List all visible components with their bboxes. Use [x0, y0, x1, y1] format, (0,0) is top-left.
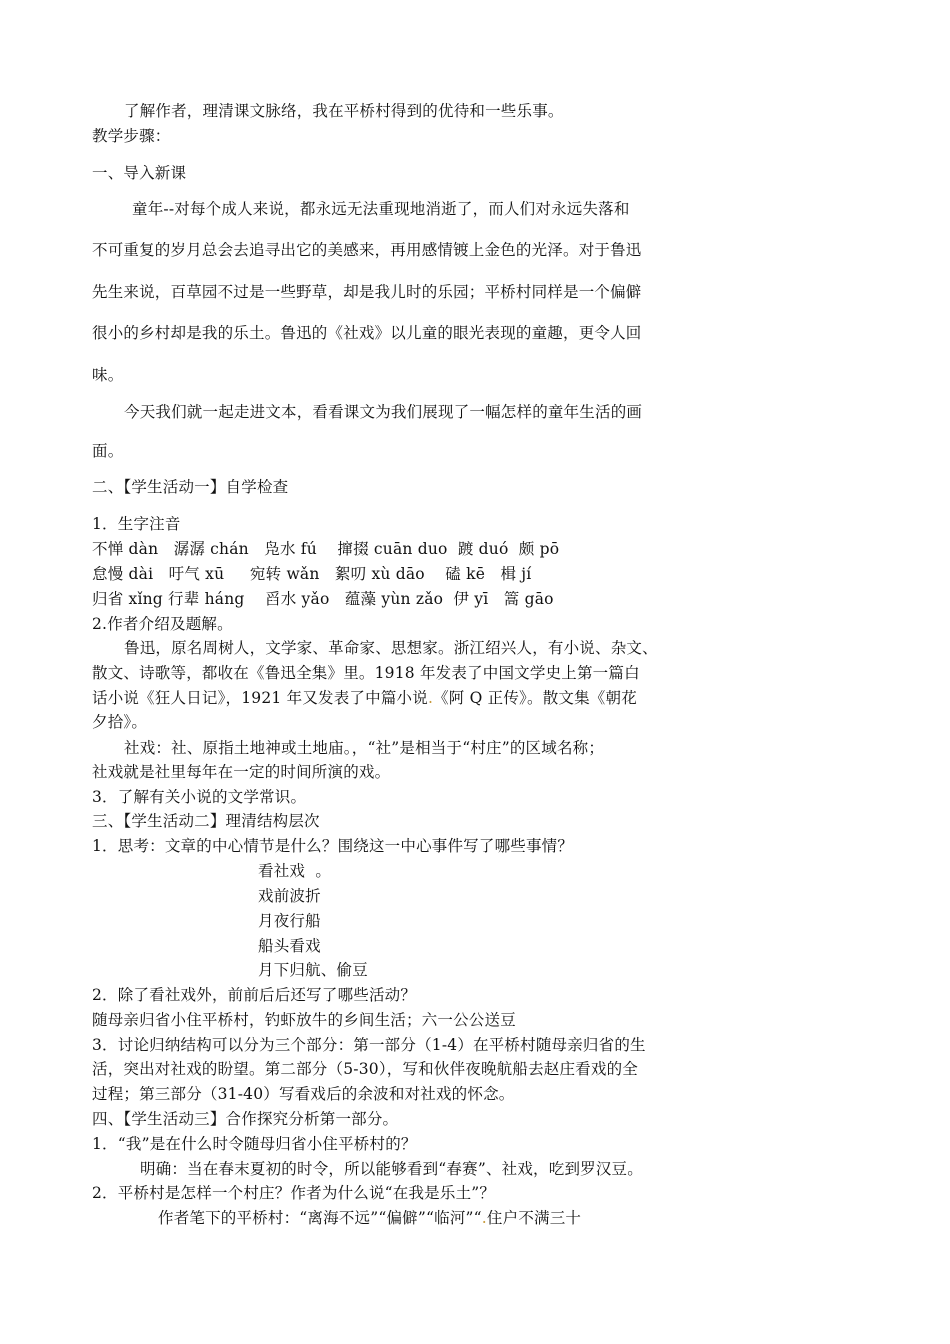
question-line: 1．“我”是在什么时令随母归省小住平桥村的？: [92, 1135, 417, 1153]
answer-line: 随母亲归省小住平桥村，钓虾放牛的乡间生活；六一公公送豆: [92, 1011, 516, 1029]
paragraph-line: 3．讨论归纳结构可以分为三个部分：第一部分（1-4）在平桥村随母亲归省的生: [92, 1036, 646, 1054]
section-heading-2: 二、【学生活动一】自学检查: [92, 478, 289, 496]
paragraph-line: 社戏：社、原指土地神或土地庙。，“社”是相当于“村庄”的区域名称；: [124, 739, 605, 757]
marker-dot: .: [427, 689, 434, 707]
question-line: 2．平桥村是怎样一个村庄？作者为什么说“在我是乐土”？: [92, 1184, 496, 1202]
paragraph-line: 不可重复的岁月总会去追寻出它的美感来，再用感情镀上金色的光泽。对于鲁迅: [92, 241, 642, 259]
text-span: 话小说《狂人日记》，1921 年又发表了中篇小说: [92, 689, 428, 707]
paragraph-line: 今天我们就一起走进文本，看看课文为我们展现了一幅怎样的童年生活的画: [124, 403, 643, 421]
text-span: 作者笔下的平桥村：“离海不远”“偏僻”“临河”“: [158, 1209, 482, 1227]
subheading-pronunciation: 1．生字注音: [92, 515, 181, 533]
section-heading-3: 三、【学生活动二】理清结构层次: [92, 812, 320, 830]
pinyin-row: 不惮 dàn 潺潺 chán 凫水 fú 撺掇 cuān duo 踱 duó 颇 pō: [92, 540, 560, 558]
subheading-author: 2.作者介绍及题解。: [92, 615, 233, 633]
paragraph-line: 夕拾》。: [92, 713, 148, 731]
subheading-novel: 3．了解有关小说的文学常识。: [92, 788, 307, 806]
text-span: 《阿 Q 正传》。散文集《朝花: [433, 689, 637, 707]
paragraph-line: 先生来说，百草园不过是一些野草，却是我儿时的乐园；平桥村同样是一个偏僻: [92, 283, 642, 301]
paragraph-line: 鲁迅，原名周树人，文学家、革命家、思想家。浙江绍兴人，有小说、杂文、: [124, 639, 658, 657]
heading-teaching-steps: 教学步骤：: [92, 127, 171, 145]
outline-item: 船头看戏: [258, 937, 321, 955]
question-line: 2．除了看社戏外，前前后后还写了哪些活动？: [92, 986, 417, 1004]
outline-item: 戏前波折: [258, 887, 321, 905]
pinyin-row: 归省 xǐng 行辈 háng 舀水 yǎo 蕴藻 yùn zǎo 伊 yī 篙 gāo: [92, 590, 554, 608]
paragraph-line: 童年--对每个成人来说，都永远无法重现地消逝了，而人们对永远失落和: [132, 200, 630, 218]
marker-dot: .: [481, 1209, 487, 1227]
section-heading-1: 一、导入新课: [92, 164, 187, 182]
outline-item: 月下归航、偷豆: [258, 961, 368, 979]
outline-item: 月夜行船: [258, 912, 321, 930]
paragraph-line: 味。: [92, 366, 124, 384]
section-heading-4: 四、【学生活动三】合作探究分析第一部分。: [92, 1110, 399, 1128]
paragraph-line: 散文、诗歌等，都收在《鲁迅全集》里。1918 年发表了中国文学史上第一篇白: [92, 664, 640, 682]
paragraph-line: [92, 688, 637, 708]
paragraph-line: 社戏就是社里每年在一定的时间所演的戏。: [92, 763, 391, 781]
paragraph-line: [158, 1208, 581, 1228]
paragraph-line: 过程；第三部分（31-40）写看戏后的余波和对社戏的怀念。: [92, 1085, 515, 1103]
text-span: 住户不满三十: [486, 1209, 582, 1227]
intro-objective: 了解作者，理清课文脉络，我在平桥村得到的优待和一些乐事。: [124, 102, 564, 120]
paragraph-line: 面。: [92, 442, 124, 460]
paragraph-line: 很小的乡村却是我的乐土。鲁迅的《社戏》以儿童的眼光表现的童趣，更令人回: [92, 324, 642, 342]
answer-line: 明确：当在春末夏初的时令，所以能够看到“春赛”、社戏，吃到罗汉豆。: [140, 1160, 643, 1178]
pinyin-row: 怠慢 dài 吁气 xū 宛转 wǎn 絮叨 xù dāo 磕 kē 楫 jí: [92, 565, 532, 583]
paragraph-line: 活，突出对社戏的盼望。第二部分（5-30），写和伙伴夜晚航船去赵庄看戏的全: [92, 1060, 638, 1078]
outline-item: 看社戏 。: [258, 862, 332, 880]
question-line: 1．思考：文章的中心情节是什么？围绕这一中心事件写了哪些事情？: [92, 837, 574, 855]
